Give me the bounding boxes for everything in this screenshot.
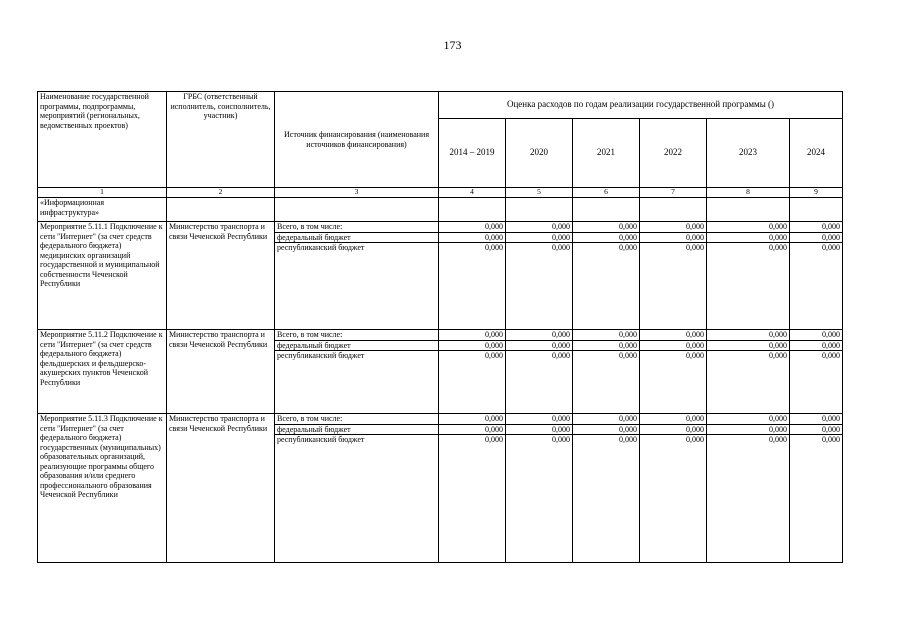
column-index-row [38, 188, 843, 198]
value-cell: 0,000 [506, 243, 573, 330]
value-cell: 0,000 [506, 424, 573, 435]
expenditure-table [37, 91, 843, 563]
value-cell: 0,000 [640, 232, 707, 243]
funding-source: федеральный бюджет [275, 340, 439, 351]
column-index: 9 [790, 188, 843, 198]
value-cell: 0,000 [790, 351, 843, 414]
value-cell: 0,000 [439, 330, 506, 341]
value-cell: 0,000 [573, 351, 640, 414]
measure-executor: Министерство транспорта и связи Чеченской Республики [167, 330, 275, 414]
measure-name: Мероприятие 5.11.1 Подключение к сети "Интернет" (за счет средств федерального бюджета) медицинских организаций государственной и муниципальной собственности Чеченской Республики [38, 222, 167, 330]
value-cell: 0,000 [790, 340, 843, 351]
value-cell: 0,000 [506, 340, 573, 351]
value-cell: 0,000 [573, 222, 640, 233]
value-cell: 0,000 [640, 351, 707, 414]
funding-source: федеральный бюджет [275, 232, 439, 243]
value-cell: 0,000 [506, 330, 573, 341]
header-estimate: Оценка расходов по годам реализации государственной программы () [439, 92, 843, 119]
table-row [38, 222, 843, 233]
value-cell: 0,000 [640, 424, 707, 435]
value-cell: 0,000 [573, 414, 640, 425]
value-cell: 0,000 [707, 330, 790, 341]
column-index: 8 [707, 188, 790, 198]
value-cell: 0,000 [707, 243, 790, 330]
value-cell: 0,000 [439, 435, 506, 563]
value-cell: 0,000 [506, 414, 573, 425]
value-cell: 0,000 [790, 414, 843, 425]
value-cell: 0,000 [707, 435, 790, 563]
page-number: 173 [443, 38, 462, 52]
value-cell: 0,000 [439, 222, 506, 233]
value-cell: 0,000 [573, 232, 640, 243]
value-cell: 0,000 [506, 222, 573, 233]
value-cell: 0,000 [790, 330, 843, 341]
value-cell: 0,000 [439, 232, 506, 243]
measure-name: Мероприятие 5.11.3 Подключение к сети "Интернет" (за счет федерального бюджета) государственных (муниципальных) образовательных организаций, реализующие программы общего образования и/или среднего профессионального образования Чеченской Республики [38, 414, 167, 563]
funding-source: республиканский бюджет [275, 435, 439, 563]
header-name: Наименование государственной программы, подпрограммы, мероприятий (региональных, ведомственных проектов) [38, 92, 167, 188]
value-cell: 0,000 [573, 340, 640, 351]
year-header: 2014 – 2019 [439, 119, 506, 188]
value-cell: 0,000 [707, 340, 790, 351]
value-cell: 0,000 [790, 232, 843, 243]
section-row [38, 198, 843, 222]
year-header: 2021 [573, 119, 640, 188]
table-row [38, 414, 843, 425]
value-cell: 0,000 [506, 435, 573, 563]
column-index: 1 [38, 188, 167, 198]
column-index: 7 [640, 188, 707, 198]
value-cell: 0,000 [573, 435, 640, 563]
column-index: 6 [573, 188, 640, 198]
value-cell: 0,000 [640, 435, 707, 563]
value-cell: 0,000 [640, 222, 707, 233]
column-index: 5 [506, 188, 573, 198]
measure-name: Мероприятие 5.11.2 Подключение к сети "Интернет" (за счет средств федерального бюджета) фельдшерских и фельдшерско-акушерских пунктов Чеченской Республики [38, 330, 167, 414]
measure-executor: Министерство транспорта и связи Чеченской Республики [167, 414, 275, 563]
year-header: 2022 [640, 119, 707, 188]
value-cell: 0,000 [707, 232, 790, 243]
value-cell: 0,000 [640, 414, 707, 425]
value-cell: 0,000 [573, 424, 640, 435]
header-source: Источник финансирования (наименования источников финансирования) [275, 92, 439, 188]
section-title: «Информационная инфраструктура» [38, 198, 167, 222]
header-grbs: ГРБС (ответственный исполнитель, соисполнитель, участник) [167, 92, 275, 188]
value-cell: 0,000 [439, 340, 506, 351]
value-cell: 0,000 [439, 351, 506, 414]
year-header: 2024 [790, 119, 843, 188]
column-index: 4 [439, 188, 506, 198]
measure-executor: Министерство транспорта и связи Чеченской Республики [167, 222, 275, 330]
funding-source: Всего, в том числе: [275, 330, 439, 341]
value-cell: 0,000 [640, 330, 707, 341]
value-cell: 0,000 [506, 232, 573, 243]
value-cell: 0,000 [439, 424, 506, 435]
value-cell: 0,000 [790, 243, 843, 330]
value-cell: 0,000 [707, 351, 790, 414]
funding-source: Всего, в том числе: [275, 414, 439, 425]
column-index: 3 [275, 188, 439, 198]
value-cell: 0,000 [573, 330, 640, 341]
funding-source: республиканский бюджет [275, 243, 439, 330]
column-index: 2 [167, 188, 275, 198]
value-cell: 0,000 [790, 222, 843, 233]
funding-source: республиканский бюджет [275, 351, 439, 414]
value-cell: 0,000 [506, 351, 573, 414]
value-cell: 0,000 [790, 435, 843, 563]
year-header: 2020 [506, 119, 573, 188]
value-cell: 0,000 [573, 243, 640, 330]
value-cell: 0,000 [790, 424, 843, 435]
value-cell: 0,000 [707, 424, 790, 435]
value-cell: 0,000 [707, 414, 790, 425]
value-cell: 0,000 [640, 340, 707, 351]
value-cell: 0,000 [707, 222, 790, 233]
table-row [38, 330, 843, 341]
funding-source: федеральный бюджет [275, 424, 439, 435]
year-header: 2023 [707, 119, 790, 188]
value-cell: 0,000 [439, 414, 506, 425]
funding-source: Всего, в том числе: [275, 222, 439, 233]
value-cell: 0,000 [640, 243, 707, 330]
value-cell: 0,000 [439, 243, 506, 330]
